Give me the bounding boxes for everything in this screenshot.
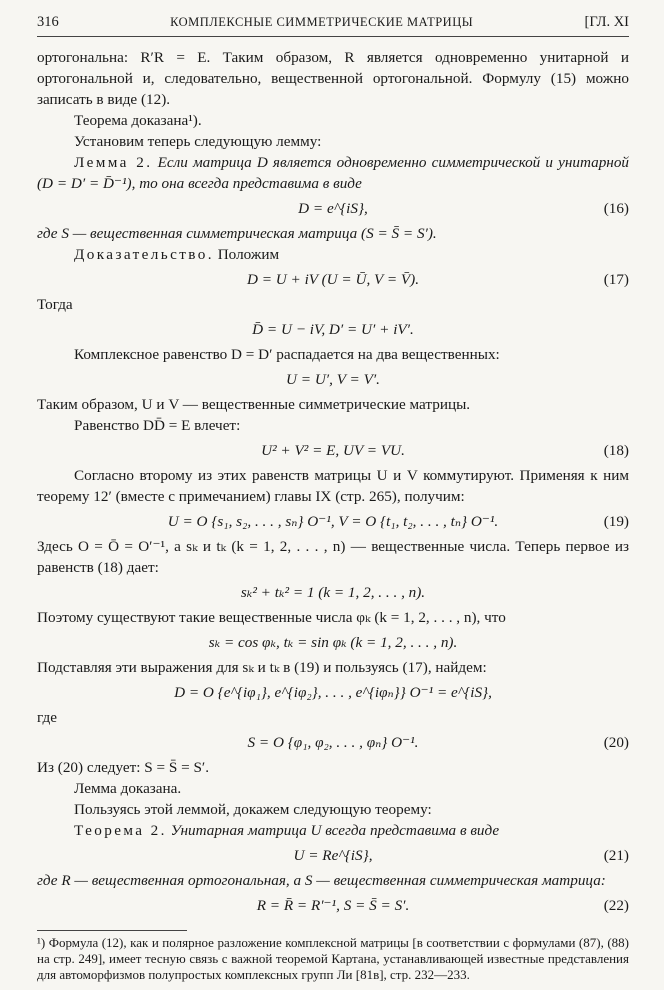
equation-21-number: (21) [603, 847, 629, 864]
running-header [37, 12, 629, 37]
paragraph-substitute: Подставляя эти выражения для sₖ и tₖ в (19) и пользуясь (17), найдем: [37, 659, 487, 676]
theorem-proved: Теорема доказана¹). [74, 112, 202, 129]
equation-16-body: D = e^{iS}, [298, 200, 368, 217]
paragraph-from-20: Из (20) следует: S = S̄ = S′. [37, 759, 210, 776]
equation-22 [37, 893, 629, 918]
equation-19-number: (19) [603, 513, 629, 530]
equation-cos-sin-body: sₖ = cos φₖ, tₖ = sin φₖ (k = 1, 2, . . . , n). [208, 634, 458, 651]
equation-18-number: (18) [603, 442, 629, 459]
equation-17-body: D = U + iV (U = Ū, V = V̄). [246, 271, 420, 288]
paragraph-here-o: Здесь O = Ō = O′⁻¹, а sₖ и tₖ (k = 1, 2, . . . , n) — вещественные числа. Теперь первое из равенств (18) дает: [37, 538, 629, 576]
footnote: ¹) Формула (12), как и полярное разложение комплексной матрицы [в соответствии с формулами (87), (88) на стр. 249], имеет тесную связь с важной теоремой Картана, устанавливающей известные представления для автоморфизмов полупростых комплексных групп Ли [81в], стр. 232—233. [37, 935, 629, 982]
equation-17 [37, 267, 629, 292]
proof-start [37, 244, 629, 265]
equation-18-body: U² + V² = E, UV = VU. [261, 442, 405, 459]
proof-text: Положим [217, 246, 280, 263]
paragraph-real-symmetric: Таким образом, U и V — вещественные симметрические матрицы. [37, 396, 471, 413]
equation-19 [37, 509, 629, 534]
paragraph-complex-equality: Комплексное равенство D = D′ распадается на два вещественных: [74, 346, 500, 363]
equation-18 [37, 438, 629, 463]
equation-uv-symmetric [37, 367, 629, 392]
proof-heading: Доказательство. [74, 246, 214, 263]
equation-d-exp-body: D = O {e^{iφ₁}, e^{iφ₂}, . . . , e^{iφₙ}} O⁻¹ = e^{iS}, [174, 684, 492, 701]
lemma-2-heading: Лемма 2. [74, 154, 153, 171]
paragraph-use-lemma: Пользуясь этой леммой, докажем следующую теорему: [74, 801, 432, 818]
equation-conjugate-body: D̄ = U − iV, D′ = U′ + iV′. [252, 321, 414, 338]
equation-17-number: (17) [603, 271, 629, 288]
footnote-divider [37, 930, 187, 931]
theorem-2-statement: Унитарная матрица U всегда представима в виде [170, 822, 500, 839]
equation-22-body: R = R̄ = R′⁻¹, S = S̄ = S′. [256, 897, 410, 914]
equation-d-exp [37, 680, 629, 705]
chapter-label: [ГЛ. XI [584, 14, 629, 30]
theorem-2 [37, 820, 629, 841]
page-number: 316 [37, 14, 59, 30]
equation-16 [37, 196, 629, 221]
paragraph-where-s: где S — вещественная симметрическая матрица (S = S̄ = S′). [37, 225, 437, 242]
book-page [37, 12, 629, 983]
equation-cos-sin [37, 630, 629, 655]
paragraph-commute: Согласно второму из этих равенств матрицы U и V коммутируют. Применяя к ним теорему 12′ (вместе с примечанием) главы IX (стр. 265), получим: [37, 467, 629, 505]
equation-uv-body: U = U′, V = V′. [286, 371, 380, 388]
lemma-2-statement: Если матрица D является одновременно симметрической и унитарной (D = D′ = D̄⁻¹), то она всегда представима в виде [37, 154, 630, 192]
equation-22-number: (22) [603, 897, 629, 914]
paragraph-phi-exist: Поэтому существуют такие вещественные числа φₖ (k = 1, 2, . . . , n), что [37, 609, 506, 626]
theorem-2-heading: Теорема 2. [74, 822, 167, 839]
equation-21 [37, 843, 629, 868]
paragraph-1: ортогональна: R′R = E. Таким образом, R является одновременно унитарной и ортогональной и, следовательно, вещественной ортогональной. Формулу (15) можно записать в виде (12). [37, 49, 629, 108]
paragraph-lemma-intro: Установим теперь следующую лемму: [74, 133, 322, 150]
running-title: КОМПЛЕКСНЫЕ СИММЕТРИЧЕСКИЕ МАТРИЦЫ [170, 15, 474, 29]
equation-20 [37, 730, 629, 755]
equation-19-body: U = O {s₁, s₂, . . . , sₙ} O⁻¹, V = O {t₁, t₂, . . . , tₙ} O⁻¹. [167, 513, 499, 530]
equation-20-number: (20) [603, 734, 629, 751]
equation-sk-tk [37, 580, 629, 605]
paragraph-equality-dd: Равенство DD̄ = E влечет: [74, 417, 241, 434]
where-word: где [37, 709, 57, 726]
equation-conjugate [37, 317, 629, 342]
lemma-proved: Лемма доказана. [74, 780, 182, 797]
equation-20-body: S = O {φ₁, φ₂, . . . , φₙ} O⁻¹. [247, 734, 419, 751]
then-word: Тогда [37, 296, 73, 313]
paragraph-where-r-s: где R — вещественная ортогональная, а S — вещественная симметрическая матрица: [37, 872, 606, 889]
equation-sk-tk-body: sₖ² + tₖ² = 1 (k = 1, 2, . . . , n). [240, 584, 426, 601]
equation-16-number: (16) [603, 200, 629, 217]
equation-21-body: U = Re^{iS}, [293, 847, 373, 864]
lemma-2 [37, 152, 629, 194]
